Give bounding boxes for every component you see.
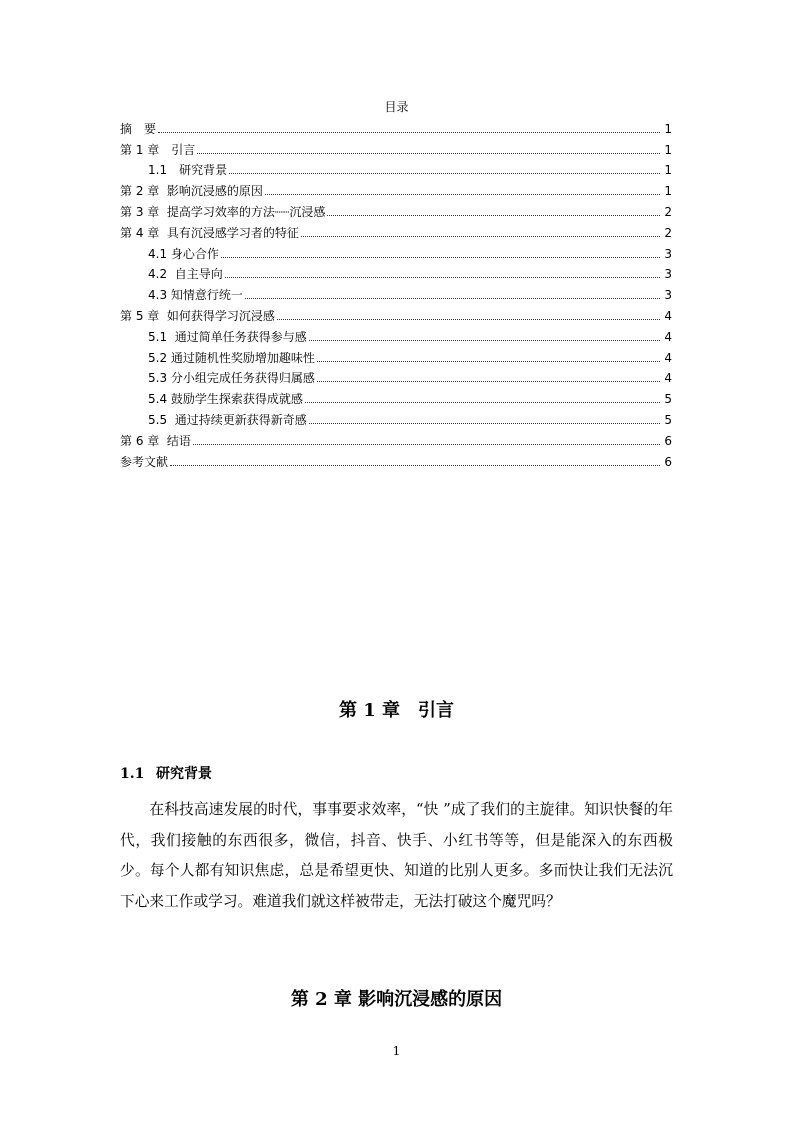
toc-entry[interactable] [120,241,672,262]
toc-leader [229,172,660,174]
toc-entry-label: 4.1 身心合作 [148,246,219,261]
section-number: 1.1 [120,766,145,782]
toc-leader [158,131,660,133]
toc-entry[interactable] [120,158,672,179]
toc-leader [327,214,660,216]
toc-entry-page: 1 [664,163,672,178]
toc-leader [309,339,660,341]
toc-entry-page: 2 [664,225,672,240]
toc-entry-label: 摘 要 [120,121,157,136]
toc-entry[interactable] [120,199,672,220]
toc-leader [197,152,660,154]
toc-entry[interactable] [120,366,672,387]
toc-entry-label: 5.4 鼓励学生探索获得成就感 [148,392,303,407]
toc-entry-label: 5.1 通过简单任务获得参与感 [148,329,307,344]
toc-entry-label: 参考文献 [120,454,169,469]
toc-entry-label: 第 5 章 如何获得学习沉浸感 [120,308,275,323]
toc-leader [193,443,660,445]
toc-leader [225,276,660,278]
page-number: 1 [392,1044,401,1058]
toc-entry-label: 第 6 章 结语 [120,433,191,448]
toc-leader [305,401,660,403]
toc-entry-page: 6 [664,433,672,448]
toc-entry[interactable] [120,137,672,158]
toc-entry[interactable] [120,345,672,366]
toc-entry-label: 5.5 通过持续更新获得新奇感 [148,412,307,427]
toc-leader [317,380,660,382]
toc-leader [301,235,660,237]
toc-entry-label: 1.1 研究背景 [148,163,228,178]
toc-entry[interactable] [120,324,672,345]
chapter-2-title: 第 2 章 影响沉浸感的原因 [290,989,503,1010]
toc-leader [309,422,660,424]
toc-entry-label: 第 2 章 影响沉浸感的原因 [120,184,263,199]
toc-entry-page: 5 [664,392,672,407]
toc-entry[interactable] [120,282,672,303]
toc-entry-page: 4 [664,371,672,386]
toc-leader [265,193,660,195]
toc-entry-page: 4 [664,350,672,365]
toc-entry[interactable] [120,262,672,283]
toc-entry-page: 2 [664,204,672,219]
table-of-contents [120,116,672,470]
toc-entry-page: 4 [664,329,672,344]
toc-leader [170,464,660,466]
toc-entry-label: 第 4 章 具有沉浸感学习者的特征 [120,225,299,240]
toc-entry[interactable] [120,386,672,407]
toc-entry-page: 3 [664,288,672,303]
toc-entry-label: 5.3 分小组完成任务获得归属感 [148,371,315,386]
toc-entry-label: 第 3 章 提高学习效率的方法┈┈沉浸感 [120,204,326,219]
toc-entry-page: 1 [664,142,672,157]
toc-entry-page: 3 [664,267,672,282]
toc-entry-page: 5 [664,412,672,427]
toc-entry-label: 4.2 自主导向 [148,267,223,282]
toc-leader [277,318,660,320]
toc-entry[interactable] [120,178,672,199]
toc-leader [317,360,660,362]
body-paragraph: 在科技高速发展的时代，事事要求效率，“快 ”成了我们的主旋律。知识快餐的年代，我们接触的东西很多，微信，抖音、快手、小红书等等，但是能深入的东西极少。每个人都有知识焦虑，总是希望更快、知道的比别人更多。多而快让我们无法沉下心来工作或学习。难道我们就这样被带走，无法打破这个魔咒吗？ [120,801,673,910]
chapter-1-title: 第 1 章 引言 [338,700,455,721]
toc-entry-page: 1 [664,184,672,199]
toc-entry[interactable] [120,449,672,470]
toc-entry-label: 5.2 通过随机性奖励增加趣味性 [148,350,315,365]
toc-leader [221,256,660,258]
toc-entry[interactable] [120,220,672,241]
section-heading [120,764,212,784]
toc-entry[interactable] [120,407,672,428]
toc-entry[interactable] [120,428,672,449]
toc-title: 目录 [384,100,409,114]
toc-entry-label: 4.3 知情意行统一 [148,288,243,303]
section-title: 研究背景 [156,766,212,782]
toc-entry-page: 3 [664,246,672,261]
toc-entry-page: 4 [664,308,672,323]
toc-entry-label: 第 1 章 引言 [120,142,196,157]
toc-entry[interactable] [120,116,672,137]
toc-entry-page: 6 [664,454,672,469]
toc-entry[interactable] [120,303,672,324]
toc-leader [245,297,660,299]
toc-entry-page: 1 [664,121,672,136]
